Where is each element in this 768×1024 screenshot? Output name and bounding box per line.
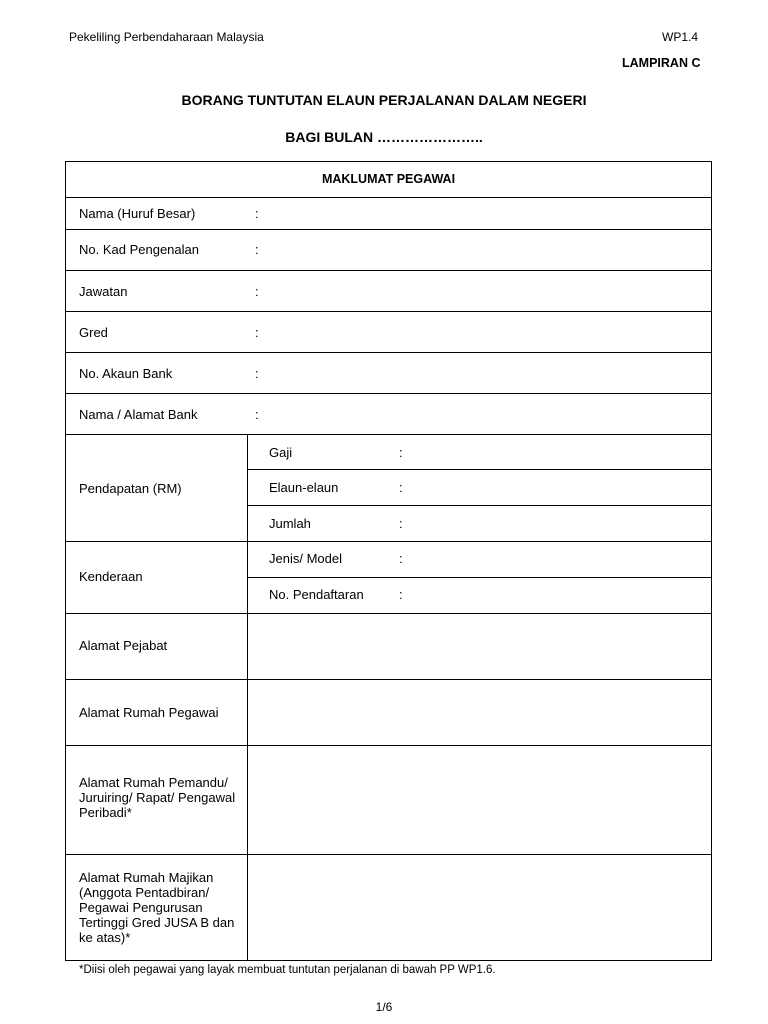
field-label: Alamat Pejabat xyxy=(79,638,168,653)
form-title: BORANG TUNTUTAN ELAUN PERJALANAN DALAM NEGERI xyxy=(181,92,587,108)
employer-home-address-row[interactable] xyxy=(66,855,711,960)
field-row-ic[interactable] xyxy=(66,230,711,271)
field-label: Gred xyxy=(79,325,108,340)
column-divider xyxy=(247,680,248,745)
sub-field-label: Gaji xyxy=(269,445,293,460)
field-colon: : xyxy=(255,407,259,422)
document-header-title: Pekeliling Perbendaharaan Malaysia xyxy=(69,30,264,44)
field-label: No. Kad Pengenalan xyxy=(79,242,199,257)
form-month-line: BAGI BULAN ………………….. xyxy=(285,129,483,145)
sub-field-label: No. Pendaftaran xyxy=(269,587,364,602)
field-colon: : xyxy=(255,284,259,299)
field-row-grade[interactable] xyxy=(66,312,711,353)
field-row-bank-name[interactable] xyxy=(66,394,711,435)
field-label: Nama (Huruf Besar) xyxy=(79,206,196,221)
field-label: Jawatan xyxy=(79,284,128,299)
field-label: Alamat Rumah Majikan (Anggota Pentadbiran/ Pegawai Pengurusan Tertinggi Gred JUSA B dan ke atas)* xyxy=(79,870,235,945)
income-row xyxy=(66,435,711,542)
page-number: 1/6 xyxy=(375,1000,393,1014)
column-divider xyxy=(247,855,248,960)
annex-label: LAMPIRAN C xyxy=(622,56,701,70)
sub-field-label: Jenis/ Model xyxy=(269,551,342,566)
sub-field-colon: : xyxy=(399,587,403,602)
vehicle-row xyxy=(66,542,711,614)
field-colon: : xyxy=(255,325,259,340)
document-reference-code: WP1.4 xyxy=(662,30,699,44)
officer-info-form xyxy=(65,161,712,961)
vehicle-model-row[interactable] xyxy=(248,542,711,578)
section-heading-row xyxy=(66,162,711,198)
office-address-row[interactable] xyxy=(66,614,711,680)
income-label: Pendapatan (RM) xyxy=(79,481,182,496)
field-colon: : xyxy=(255,206,259,221)
field-row-name[interactable] xyxy=(66,198,711,230)
section-heading: MAKLUMAT PEGAWAI xyxy=(321,172,456,186)
officer-home-address-row[interactable] xyxy=(66,680,711,746)
sub-field-colon: : xyxy=(399,551,403,566)
sub-field-label: Elaun-elaun xyxy=(269,480,339,495)
column-divider xyxy=(247,614,248,679)
field-label: Alamat Rumah Pegawai xyxy=(79,705,219,720)
income-total-row[interactable] xyxy=(248,506,711,541)
field-colon: : xyxy=(255,366,259,381)
sub-field-colon: : xyxy=(399,480,403,495)
vehicle-registration-row[interactable] xyxy=(248,578,711,613)
sub-field-label: Jumlah xyxy=(269,516,311,531)
field-label: Nama / Alamat Bank xyxy=(79,407,198,422)
income-salary-row[interactable] xyxy=(248,435,711,470)
field-row-position[interactable] xyxy=(66,271,711,312)
field-label: Alamat Rumah Pemandu/ Juruiring/ Rapat/ Pengawal Peribadi* xyxy=(79,775,236,820)
footnote: *Diisi oleh pegawai yang layak membuat tuntutan perjalanan di bawah PP WP1.6. xyxy=(79,964,496,976)
income-allowance-row[interactable] xyxy=(248,470,711,506)
field-colon: : xyxy=(255,242,259,257)
sub-field-colon: : xyxy=(399,445,403,460)
vehicle-label: Kenderaan xyxy=(79,569,143,584)
field-label: No. Akaun Bank xyxy=(79,366,173,381)
driver-home-address-row[interactable] xyxy=(66,746,711,855)
field-row-bank-account[interactable] xyxy=(66,353,711,394)
sub-field-colon: : xyxy=(399,516,403,531)
